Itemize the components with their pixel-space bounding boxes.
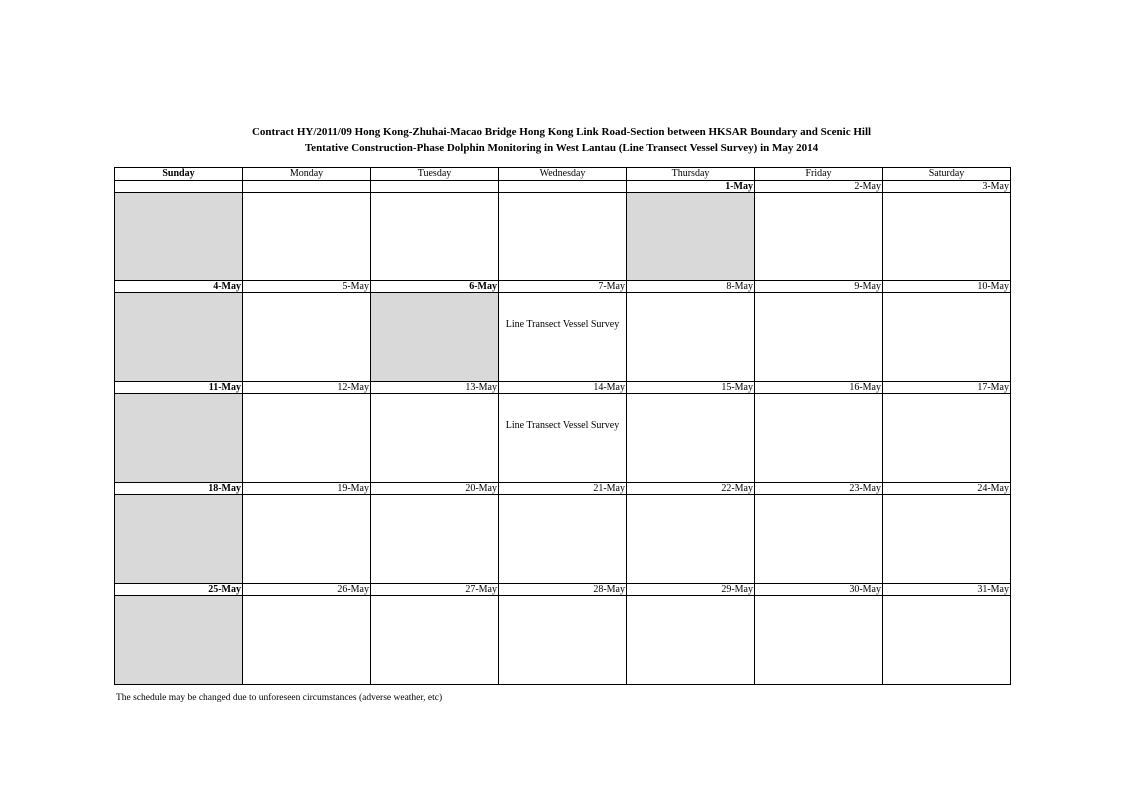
date-cell: 21-May bbox=[499, 483, 627, 495]
day-cell bbox=[243, 596, 371, 685]
day-cell bbox=[499, 495, 627, 584]
day-cell-shaded bbox=[115, 495, 243, 584]
week-5-date-row bbox=[115, 584, 1011, 596]
day-cell bbox=[499, 293, 627, 382]
date-cell: 22-May bbox=[627, 483, 755, 495]
day-cell bbox=[371, 394, 499, 483]
week-5-body-row bbox=[115, 596, 1011, 685]
date-cell: 6-May bbox=[371, 281, 499, 293]
date-cell: 3-May bbox=[883, 181, 1011, 193]
week-4-date-row bbox=[115, 483, 1011, 495]
date-cell: 20-May bbox=[371, 483, 499, 495]
day-cell bbox=[755, 293, 883, 382]
date-cell: 31-May bbox=[883, 584, 1011, 596]
day-cell bbox=[371, 596, 499, 685]
weekday-header-saturday: Saturday bbox=[883, 168, 1011, 181]
day-cell bbox=[243, 293, 371, 382]
day-cell bbox=[371, 495, 499, 584]
week-1-date-row bbox=[115, 181, 1011, 193]
date-cell: 9-May bbox=[755, 281, 883, 293]
date-cell: 10-May bbox=[883, 281, 1011, 293]
survey-event-label: Line Transect Vessel Survey bbox=[505, 319, 620, 330]
date-cell: 14-May bbox=[499, 382, 627, 394]
week-4-body-row bbox=[115, 495, 1011, 584]
weekday-header-wednesday: Wednesday bbox=[499, 168, 627, 181]
date-cell: 16-May bbox=[755, 382, 883, 394]
date-cell: 4-May bbox=[115, 281, 243, 293]
day-cell-shaded bbox=[115, 193, 243, 281]
day-cell-shaded bbox=[627, 193, 755, 281]
day-cell bbox=[371, 193, 499, 281]
day-cell bbox=[755, 394, 883, 483]
schedule-footnote: The schedule may be changed due to unforeseen circumstances (adverse weather, etc) bbox=[116, 693, 443, 703]
date-cell: 7-May bbox=[499, 281, 627, 293]
day-cell bbox=[627, 394, 755, 483]
weekday-header-thursday: Thursday bbox=[627, 168, 755, 181]
date-cell bbox=[499, 181, 627, 193]
day-cell bbox=[499, 193, 627, 281]
date-cell: 26-May bbox=[243, 584, 371, 596]
weekday-header-tuesday: Tuesday bbox=[371, 168, 499, 181]
calendar-table bbox=[114, 167, 1011, 685]
day-cell bbox=[883, 193, 1011, 281]
week-2-body-row bbox=[115, 293, 1011, 382]
day-cell-shaded bbox=[115, 394, 243, 483]
day-cell-shaded bbox=[371, 293, 499, 382]
date-cell: 28-May bbox=[499, 584, 627, 596]
date-cell bbox=[115, 181, 243, 193]
date-cell: 19-May bbox=[243, 483, 371, 495]
day-cell bbox=[755, 193, 883, 281]
date-cell: 29-May bbox=[627, 584, 755, 596]
date-cell: 13-May bbox=[371, 382, 499, 394]
day-cell bbox=[883, 394, 1011, 483]
date-cell: 24-May bbox=[883, 483, 1011, 495]
weekday-header-sunday: Sunday bbox=[115, 168, 243, 181]
day-cell bbox=[627, 495, 755, 584]
document-title-line1: Contract HY/2011/09 Hong Kong-Zhuhai-Macao Bridge Hong Kong Link Road-Section between HKSAR Boundary and Scenic Hill bbox=[251, 126, 872, 138]
day-cell bbox=[883, 293, 1011, 382]
day-cell-shaded bbox=[115, 293, 243, 382]
day-cell bbox=[755, 495, 883, 584]
date-cell bbox=[371, 181, 499, 193]
document-title-line2: Tentative Construction-Phase Dolphin Monitoring in West Lantau (Line Transect Vessel Survey) in May 2014 bbox=[304, 142, 819, 154]
weekday-header-friday: Friday bbox=[755, 168, 883, 181]
day-cell bbox=[627, 596, 755, 685]
day-cell bbox=[243, 394, 371, 483]
week-3-date-row bbox=[115, 382, 1011, 394]
date-cell: 23-May bbox=[755, 483, 883, 495]
day-cell-shaded bbox=[115, 596, 243, 685]
date-cell: 17-May bbox=[883, 382, 1011, 394]
date-cell: 11-May bbox=[115, 382, 243, 394]
day-cell bbox=[755, 596, 883, 685]
day-cell bbox=[883, 596, 1011, 685]
weekday-header-monday: Monday bbox=[243, 168, 371, 181]
date-cell: 5-May bbox=[243, 281, 371, 293]
date-cell bbox=[243, 181, 371, 193]
date-cell: 25-May bbox=[115, 584, 243, 596]
day-cell bbox=[243, 495, 371, 584]
date-cell: 2-May bbox=[755, 181, 883, 193]
week-3-body-row bbox=[115, 394, 1011, 483]
day-cell bbox=[243, 193, 371, 281]
date-cell: 8-May bbox=[627, 281, 755, 293]
day-cell bbox=[627, 293, 755, 382]
week-1-body-row bbox=[115, 193, 1011, 281]
date-cell: 1-May bbox=[627, 181, 755, 193]
date-cell: 30-May bbox=[755, 584, 883, 596]
day-cell bbox=[499, 394, 627, 483]
date-cell: 12-May bbox=[243, 382, 371, 394]
weekday-header-row bbox=[115, 168, 1011, 181]
date-cell: 18-May bbox=[115, 483, 243, 495]
survey-event-label: Line Transect Vessel Survey bbox=[505, 420, 620, 431]
week-2-date-row bbox=[115, 281, 1011, 293]
date-cell: 27-May bbox=[371, 584, 499, 596]
date-cell: 15-May bbox=[627, 382, 755, 394]
day-cell bbox=[883, 495, 1011, 584]
day-cell bbox=[499, 596, 627, 685]
